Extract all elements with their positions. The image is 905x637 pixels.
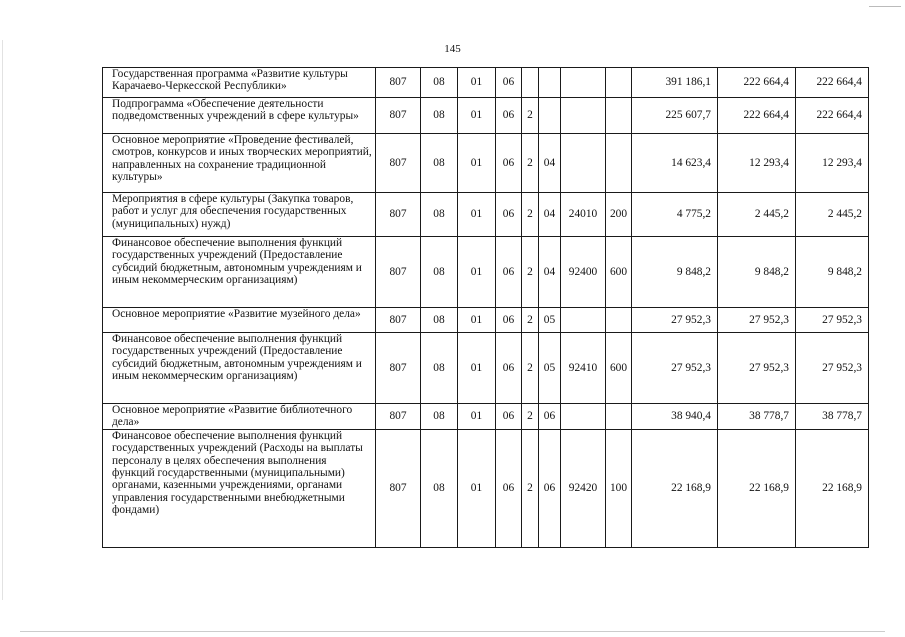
amount-2-cell: 27 952,3 — [718, 308, 796, 333]
table-row — [103, 308, 869, 333]
table-row — [103, 404, 869, 430]
amount-1-cell: 27 952,3 — [632, 333, 718, 404]
expense-type-cell — [606, 404, 632, 430]
amount-3-cell: 12 293,4 — [796, 134, 869, 193]
row-name-cell: Мероприятия в сфере культуры (Закупка товаров, работ и услуг для обеспечения государственных (муниципальных) нужд) — [103, 193, 376, 237]
amount-3-cell: 222 664,4 — [796, 98, 869, 134]
event-code-cell: 04 — [539, 237, 561, 308]
subsection-code-cell: 01 — [458, 134, 496, 193]
row-name-cell: Основное мероприятие «Развитие библиотечного дела» — [103, 404, 376, 430]
subprogram-code-cell: 2 — [522, 429, 539, 547]
budget-table — [102, 67, 869, 548]
subsection-code-cell: 01 — [458, 193, 496, 237]
event-code-cell: 06 — [539, 429, 561, 547]
section-code-cell: 08 — [421, 193, 458, 237]
table-row — [103, 98, 869, 134]
amount-2-cell: 12 293,4 — [718, 134, 796, 193]
scan-edge-mark — [2, 40, 3, 600]
amount-1-cell: 225 607,7 — [632, 98, 718, 134]
event-code-cell — [539, 98, 561, 134]
expense-type-cell: 200 — [606, 193, 632, 237]
section-code-cell: 08 — [421, 98, 458, 134]
subprogram-code-cell: 2 — [522, 134, 539, 193]
direction-code-cell: 92420 — [561, 429, 606, 547]
direction-code-cell — [561, 134, 606, 193]
subprogram-code-cell: 2 — [522, 333, 539, 404]
ministry-code-cell: 807 — [376, 333, 421, 404]
ministry-code-cell: 807 — [376, 404, 421, 430]
scan-edge-mark — [869, 6, 901, 7]
amount-1-cell: 27 952,3 — [632, 308, 718, 333]
subprogram-code-cell: 2 — [522, 98, 539, 134]
amount-2-cell: 2 445,2 — [718, 193, 796, 237]
expense-type-cell: 600 — [606, 237, 632, 308]
amount-2-cell: 27 952,3 — [718, 333, 796, 404]
subprogram-code-cell: 2 — [522, 237, 539, 308]
event-code-cell: 04 — [539, 193, 561, 237]
ministry-code-cell: 807 — [376, 237, 421, 308]
amount-1-cell: 22 168,9 — [632, 429, 718, 547]
section-code-cell: 08 — [421, 134, 458, 193]
row-name-cell: Основное мероприятие «Развитие музейного дела» — [103, 308, 376, 333]
section-code-cell: 08 — [421, 308, 458, 333]
ministry-code-cell: 807 — [376, 308, 421, 333]
expense-type-cell — [606, 68, 632, 98]
amount-3-cell: 27 952,3 — [796, 333, 869, 404]
program-code-cell: 06 — [496, 404, 522, 430]
table-row — [103, 333, 869, 404]
subsection-code-cell: 01 — [458, 404, 496, 430]
row-name-cell: Финансовое обеспечение выполнения функций государственных учреждений (Расходы на выплаты персоналу в целях обеспечения выполнения функций государственными (муниципальными) органами, казенными учреждениями, органами управления государственными внебюджетными фондами) — [103, 429, 376, 547]
page-number: 145 — [444, 43, 461, 55]
amount-2-cell: 38 778,7 — [718, 404, 796, 430]
expense-type-cell — [606, 134, 632, 193]
subsection-code-cell: 01 — [458, 98, 496, 134]
table-row — [103, 193, 869, 237]
amount-1-cell: 9 848,2 — [632, 237, 718, 308]
program-code-cell: 06 — [496, 134, 522, 193]
table-body — [103, 68, 869, 548]
event-code-cell: 05 — [539, 308, 561, 333]
row-name-cell: Основное мероприятие «Проведение фестивалей, смотров, конкурсов и иных творческих мероприятий, направленных на сохранение традиционной культуры» — [103, 134, 376, 193]
event-code-cell: 04 — [539, 134, 561, 193]
subprogram-code-cell: 2 — [522, 404, 539, 430]
subsection-code-cell: 01 — [458, 429, 496, 547]
event-code-cell — [539, 68, 561, 98]
amount-2-cell: 22 168,9 — [718, 429, 796, 547]
subsection-code-cell: 01 — [458, 333, 496, 404]
program-code-cell: 06 — [496, 98, 522, 134]
ministry-code-cell: 807 — [376, 193, 421, 237]
ministry-code-cell: 807 — [376, 134, 421, 193]
ministry-code-cell: 807 — [376, 68, 421, 98]
program-code-cell: 06 — [496, 68, 522, 98]
subsection-code-cell: 01 — [458, 308, 496, 333]
direction-code-cell — [561, 308, 606, 333]
section-code-cell: 08 — [421, 404, 458, 430]
expense-type-cell — [606, 308, 632, 333]
amount-3-cell: 22 168,9 — [796, 429, 869, 547]
ministry-code-cell: 807 — [376, 429, 421, 547]
row-name-cell: Государственная программа «Развитие культуры Карачаево-Черкесской Республики» — [103, 68, 376, 98]
subprogram-code-cell: 2 — [522, 193, 539, 237]
amount-2-cell: 222 664,4 — [718, 98, 796, 134]
row-name-cell: Финансовое обеспечение выполнения функций государственных учреждений (Предоставление субсидий бюджетным, автономным учреждениям и иным некоммерческим организациям) — [103, 237, 376, 308]
row-name-cell: Финансовое обеспечение выполнения функций государственных учреждений (Предоставление субсидий бюджетным, автономным учреждениям и иным некоммерческим организациям) — [103, 333, 376, 404]
direction-code-cell — [561, 404, 606, 430]
subsection-code-cell: 01 — [458, 237, 496, 308]
amount-1-cell: 391 186,1 — [632, 68, 718, 98]
program-code-cell: 06 — [496, 333, 522, 404]
program-code-cell: 06 — [496, 193, 522, 237]
row-name-cell: Подпрограмма «Обеспечение деятельности подведомственных учреждений в сфере культуры» — [103, 98, 376, 134]
scan-edge-mark — [20, 631, 885, 632]
section-code-cell: 08 — [421, 237, 458, 308]
section-code-cell: 08 — [421, 68, 458, 98]
direction-code-cell — [561, 98, 606, 134]
amount-3-cell: 27 952,3 — [796, 308, 869, 333]
amount-2-cell: 9 848,2 — [718, 237, 796, 308]
subprogram-code-cell: 2 — [522, 308, 539, 333]
amount-3-cell: 222 664,4 — [796, 68, 869, 98]
direction-code-cell: 24010 — [561, 193, 606, 237]
amount-3-cell: 2 445,2 — [796, 193, 869, 237]
direction-code-cell — [561, 68, 606, 98]
program-code-cell: 06 — [496, 429, 522, 547]
expense-type-cell: 100 — [606, 429, 632, 547]
table-row — [103, 429, 869, 547]
ministry-code-cell: 807 — [376, 98, 421, 134]
table-row — [103, 68, 869, 98]
amount-1-cell: 14 623,4 — [632, 134, 718, 193]
amount-3-cell: 9 848,2 — [796, 237, 869, 308]
subsection-code-cell: 01 — [458, 68, 496, 98]
amount-1-cell: 38 940,4 — [632, 404, 718, 430]
program-code-cell: 06 — [496, 237, 522, 308]
section-code-cell: 08 — [421, 429, 458, 547]
table-row — [103, 134, 869, 193]
amount-3-cell: 38 778,7 — [796, 404, 869, 430]
event-code-cell: 06 — [539, 404, 561, 430]
expense-type-cell: 600 — [606, 333, 632, 404]
direction-code-cell: 92400 — [561, 237, 606, 308]
amount-2-cell: 222 664,4 — [718, 68, 796, 98]
amount-1-cell: 4 775,2 — [632, 193, 718, 237]
section-code-cell: 08 — [421, 333, 458, 404]
subprogram-code-cell — [522, 68, 539, 98]
event-code-cell: 05 — [539, 333, 561, 404]
direction-code-cell: 92410 — [561, 333, 606, 404]
table-row — [103, 237, 869, 308]
program-code-cell: 06 — [496, 308, 522, 333]
expense-type-cell — [606, 98, 632, 134]
